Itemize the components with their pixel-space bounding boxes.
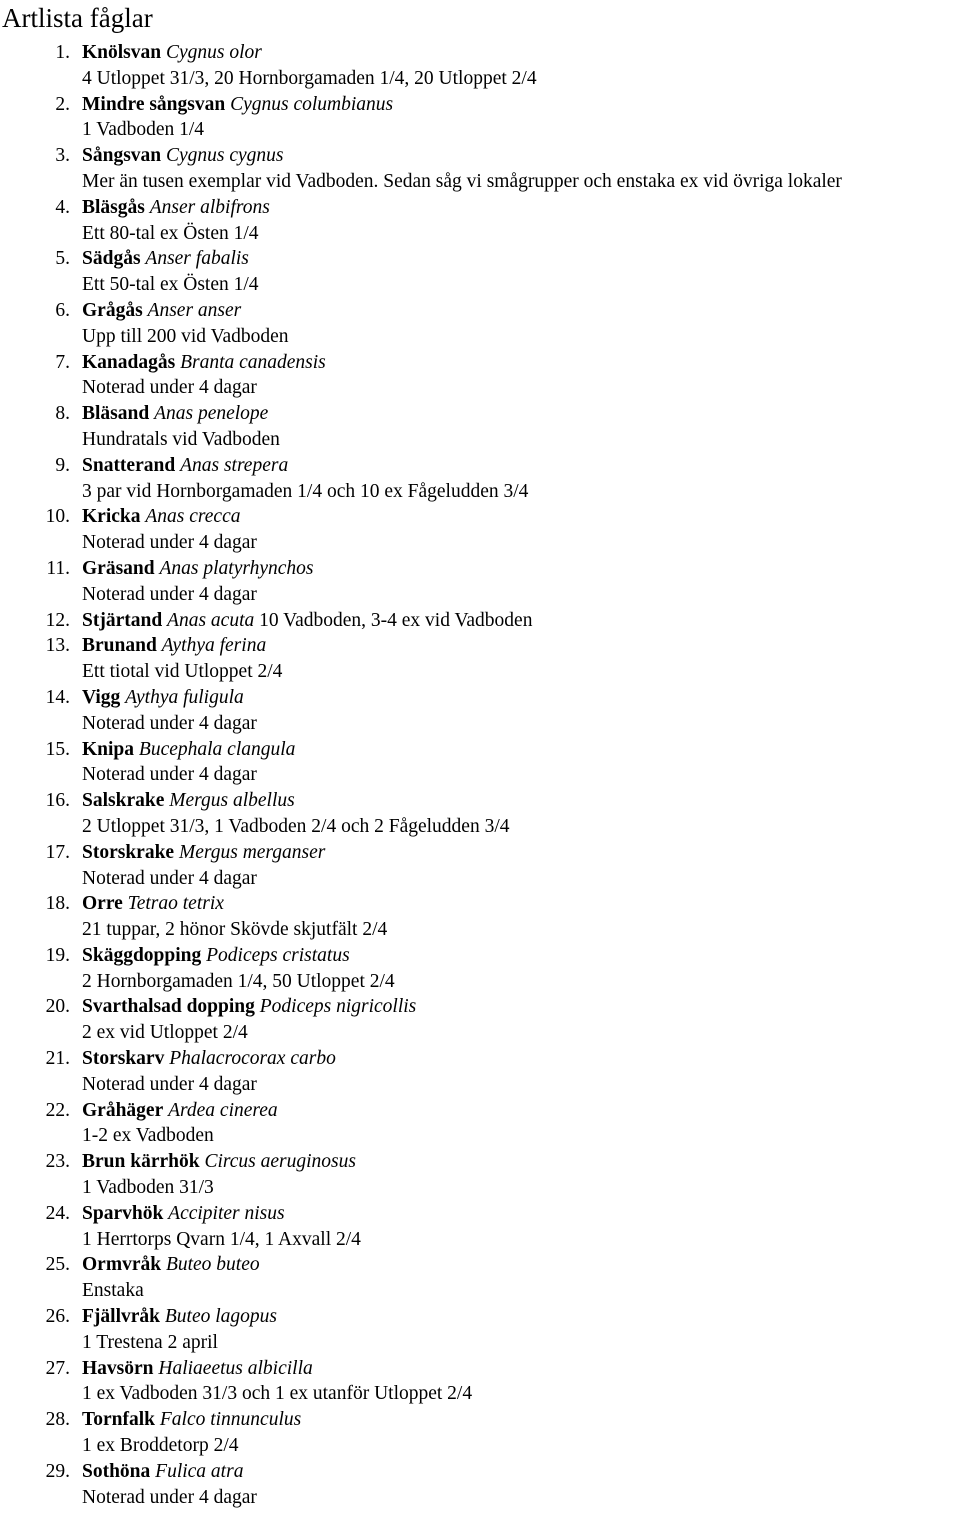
- list-item: [0, 401, 960, 453]
- species-name-line: [82, 1201, 285, 1227]
- species-name-line: [82, 1407, 301, 1433]
- latin-name: Haliaeetus albicilla: [158, 1357, 313, 1379]
- list-item: [0, 298, 960, 350]
- latin-name: Cygnus columbianus: [230, 93, 394, 115]
- item-number: 14.: [45, 686, 70, 708]
- list-item: [0, 685, 960, 737]
- item-number: 2.: [55, 93, 70, 115]
- species-name-line: [82, 401, 268, 427]
- latin-name: Cygnus olor: [166, 42, 262, 63]
- common-name: Salskrake: [82, 790, 165, 812]
- species-name-line: [82, 92, 393, 118]
- species-name-line: [82, 1149, 356, 1175]
- list-item: [0, 1252, 960, 1304]
- list-item: [0, 350, 960, 402]
- observation-note: 2 Hornborgamaden 1/4, 50 Utloppet 2/4: [82, 970, 395, 992]
- item-number: 26.: [45, 1306, 70, 1328]
- item-number: 29.: [45, 1460, 70, 1482]
- latin-name: Anas platyrhynchos: [159, 557, 314, 579]
- item-number: 5.: [55, 248, 70, 270]
- common-name: Fjällvråk: [82, 1306, 160, 1328]
- latin-name: Circus aeruginosus: [204, 1151, 356, 1173]
- list-item: [0, 195, 960, 247]
- species-name-line: [82, 943, 350, 969]
- latin-name: Aythya fuligula: [125, 686, 244, 708]
- item-number: 25.: [45, 1254, 70, 1276]
- item-number: 22.: [45, 1099, 70, 1121]
- observation-note: Enstaka: [82, 1280, 144, 1302]
- observation-note: Noterad under 4 dagar: [82, 867, 257, 889]
- common-name: Sångsvan: [82, 145, 162, 167]
- latin-name: Cygnus cygnus: [166, 145, 284, 167]
- common-name: Knölsvan: [82, 42, 162, 63]
- observation-note: 1 Trestena 2 april: [82, 1331, 218, 1353]
- species-name-line: [82, 633, 266, 659]
- latin-name: Anas acuta: [167, 609, 255, 631]
- common-name: Brunand: [82, 635, 157, 657]
- latin-name: Anser albifrons: [149, 196, 270, 218]
- latin-name: Falco tinnunculus: [159, 1409, 302, 1431]
- species-name-line: [82, 246, 249, 272]
- list-item: [0, 504, 960, 556]
- list-item: [0, 994, 960, 1046]
- common-name: Kanadagås: [82, 351, 176, 373]
- species-name-line: [82, 737, 295, 763]
- species-name-line: [82, 298, 241, 324]
- species-name-line: [82, 453, 288, 479]
- latin-name: Ardea cinerea: [168, 1099, 278, 1121]
- observation-note: 1 ex Broddetorp 2/4: [82, 1435, 239, 1457]
- observation-note: 1-2 ex Vadboden: [82, 1125, 214, 1147]
- common-name: Svarthalsad dopping: [82, 996, 255, 1018]
- latin-name: Podiceps cristatus: [206, 944, 350, 966]
- latin-name: Mergus merganser: [178, 841, 326, 863]
- list-item: [0, 608, 960, 634]
- latin-name: Podiceps nigricollis: [259, 996, 417, 1018]
- list-item: [0, 40, 960, 92]
- list-item: [0, 453, 960, 505]
- latin-name: Anas penelope: [154, 403, 269, 425]
- common-name: Kricka: [82, 506, 141, 528]
- observation-note: Noterad under 4 dagar: [82, 712, 257, 734]
- item-number: 27.: [45, 1357, 70, 1379]
- item-number: 17.: [45, 841, 70, 863]
- page-title: Artlista fåglar: [2, 3, 153, 33]
- latin-name: Tetrao tetrix: [127, 893, 224, 915]
- latin-name: Buteo lagopus: [164, 1306, 277, 1328]
- common-name: Storskarv: [82, 1048, 165, 1070]
- species-name-line: [82, 504, 241, 530]
- list-item: [0, 1459, 960, 1511]
- common-name: Havsörn: [82, 1357, 154, 1379]
- item-number: 16.: [45, 790, 70, 812]
- species-name-line: [82, 195, 270, 221]
- item-number: 11.: [46, 557, 70, 579]
- item-number: 24.: [45, 1202, 70, 1224]
- observation-note: Noterad under 4 dagar: [82, 764, 257, 786]
- common-name: Vigg: [82, 686, 121, 708]
- observation-note: Ett tiotal vid Utloppet 2/4: [82, 661, 283, 683]
- common-name: Gräsand: [82, 557, 155, 579]
- item-number: 21.: [45, 1048, 70, 1070]
- list-item: [0, 788, 960, 840]
- species-name-line: [82, 143, 284, 169]
- species-name-line: [82, 1252, 260, 1278]
- list-item: [0, 1098, 960, 1150]
- latin-name: Anser fabalis: [145, 248, 249, 270]
- observation-note: Noterad under 4 dagar: [82, 532, 257, 554]
- species-name-line: [82, 1356, 313, 1382]
- list-item: [0, 246, 960, 298]
- list-item: [0, 1304, 960, 1356]
- latin-name: Mergus albellus: [169, 790, 295, 812]
- species-name-line: [82, 608, 532, 634]
- species-name-line: [82, 788, 295, 814]
- observation-note: 4 Utloppet 31/3, 20 Hornborgamaden 1/4, 20 Utloppet 2/4: [82, 67, 537, 89]
- observation-note: 1 Vadboden 1/4: [82, 119, 205, 141]
- list-item: [0, 633, 960, 685]
- observation-note: Noterad under 4 dagar: [82, 1073, 257, 1095]
- latin-name: Buteo buteo: [165, 1254, 260, 1276]
- species-name-line: [82, 1459, 243, 1485]
- species-name-line: [82, 1304, 277, 1330]
- latin-name: Fulica atra: [155, 1460, 244, 1482]
- species-name-line: [82, 994, 416, 1020]
- species-name-line: [82, 840, 325, 866]
- observation-note: 10 Vadboden, 3-4 ex vid Vadboden: [259, 609, 533, 631]
- observation-note: 1 Herrtorps Qvarn 1/4, 1 Axvall 2/4: [82, 1228, 361, 1250]
- item-number: 12.: [45, 609, 70, 631]
- observation-note: 2 ex vid Utloppet 2/4: [82, 1022, 248, 1044]
- species-name-line: [82, 556, 314, 582]
- common-name: Knipa: [82, 738, 135, 760]
- latin-name: Anser anser: [147, 299, 242, 321]
- item-number: 9.: [55, 454, 70, 476]
- common-name: Grågås: [82, 299, 143, 321]
- item-number: 1.: [55, 42, 70, 63]
- item-number: 20.: [45, 996, 70, 1018]
- list-item: [0, 1407, 960, 1459]
- item-number: 6.: [55, 299, 70, 321]
- common-name: Ormvråk: [82, 1254, 162, 1276]
- common-name: Brun kärrhök: [82, 1151, 200, 1173]
- observation-note: Ett 80-tal ex Östen 1/4: [82, 222, 259, 244]
- common-name: Gråhäger: [82, 1099, 164, 1121]
- common-name: Tornfalk: [82, 1409, 155, 1431]
- item-number: 23.: [45, 1151, 70, 1173]
- observation-note: Noterad under 4 dagar: [82, 583, 257, 605]
- latin-name: Anas crecca: [145, 506, 241, 528]
- common-name: Bläsand: [82, 403, 150, 425]
- common-name: Stjärtand: [82, 609, 163, 631]
- item-number: 4.: [55, 196, 70, 218]
- item-number: 28.: [45, 1409, 70, 1431]
- species-name-line: [82, 1046, 336, 1072]
- species-list: [0, 40, 960, 1510]
- species-name-line: [82, 891, 224, 917]
- latin-name: Aythya ferina: [161, 635, 267, 657]
- common-name: Snatterand: [82, 454, 176, 476]
- observation-note: 2 Utloppet 31/3, 1 Vadboden 2/4 och 2 Fågeludden 3/4: [82, 815, 510, 837]
- common-name: Bläsgås: [82, 196, 145, 218]
- observation-note: 3 par vid Hornborgamaden 1/4 och 10 ex Fågeludden 3/4: [82, 480, 529, 502]
- latin-name: Bucephala clangula: [138, 738, 296, 760]
- item-number: 13.: [45, 635, 70, 657]
- species-name-line: [82, 1098, 278, 1124]
- common-name: Sothöna: [82, 1460, 151, 1482]
- item-number: 8.: [55, 403, 70, 425]
- observation-note: 1 ex Vadboden 31/3 och 1 ex utanför Utloppet 2/4: [82, 1383, 473, 1405]
- species-name-line: [82, 40, 262, 66]
- list-item: [0, 891, 960, 943]
- item-number: 18.: [45, 893, 70, 915]
- list-item: [0, 556, 960, 608]
- list-item: [0, 737, 960, 789]
- latin-name: Anas strepera: [180, 454, 289, 476]
- list-item: [0, 92, 960, 144]
- observation-note: Noterad under 4 dagar: [82, 1486, 257, 1508]
- observation-note: Ett 50-tal ex Östen 1/4: [82, 274, 259, 296]
- common-name: Orre: [82, 893, 123, 915]
- latin-name: Phalacrocorax carbo: [169, 1048, 336, 1070]
- item-number: 19.: [45, 944, 70, 966]
- species-name-line: [82, 685, 244, 711]
- list-item: [0, 1046, 960, 1098]
- observation-note: Hundratals vid Vadboden: [82, 428, 280, 450]
- observation-note: Noterad under 4 dagar: [82, 377, 257, 399]
- observation-note: 21 tuppar, 2 hönor Skövde skjutfält 2/4: [82, 919, 388, 941]
- common-name: Mindre sångsvan: [82, 93, 226, 115]
- item-number: 3.: [55, 145, 70, 167]
- list-item: [0, 143, 960, 195]
- common-name: Skäggdopping: [82, 944, 202, 966]
- list-item: [0, 1201, 960, 1253]
- list-item: [0, 943, 960, 995]
- common-name: Sparvhök: [82, 1202, 164, 1224]
- latin-name: Accipiter nisus: [168, 1202, 285, 1224]
- observation-note: 1 Vadboden 31/3: [82, 1177, 214, 1199]
- species-name-line: [82, 350, 326, 376]
- item-number: 7.: [55, 351, 70, 373]
- common-name: Storskrake: [82, 841, 175, 863]
- item-number: 15.: [45, 738, 70, 760]
- list-item: [0, 840, 960, 892]
- common-name: Sädgås: [82, 248, 141, 270]
- observation-note: Mer än tusen exemplar vid Vadboden. Sedan såg vi smågrupper och enstaka ex vid övriga lokaler: [82, 170, 842, 192]
- list-item: [0, 1149, 960, 1201]
- item-number: 10.: [45, 506, 70, 528]
- latin-name: Branta canadensis: [180, 351, 326, 373]
- observation-note: Upp till 200 vid Vadboden: [82, 325, 289, 347]
- list-item: [0, 1356, 960, 1408]
